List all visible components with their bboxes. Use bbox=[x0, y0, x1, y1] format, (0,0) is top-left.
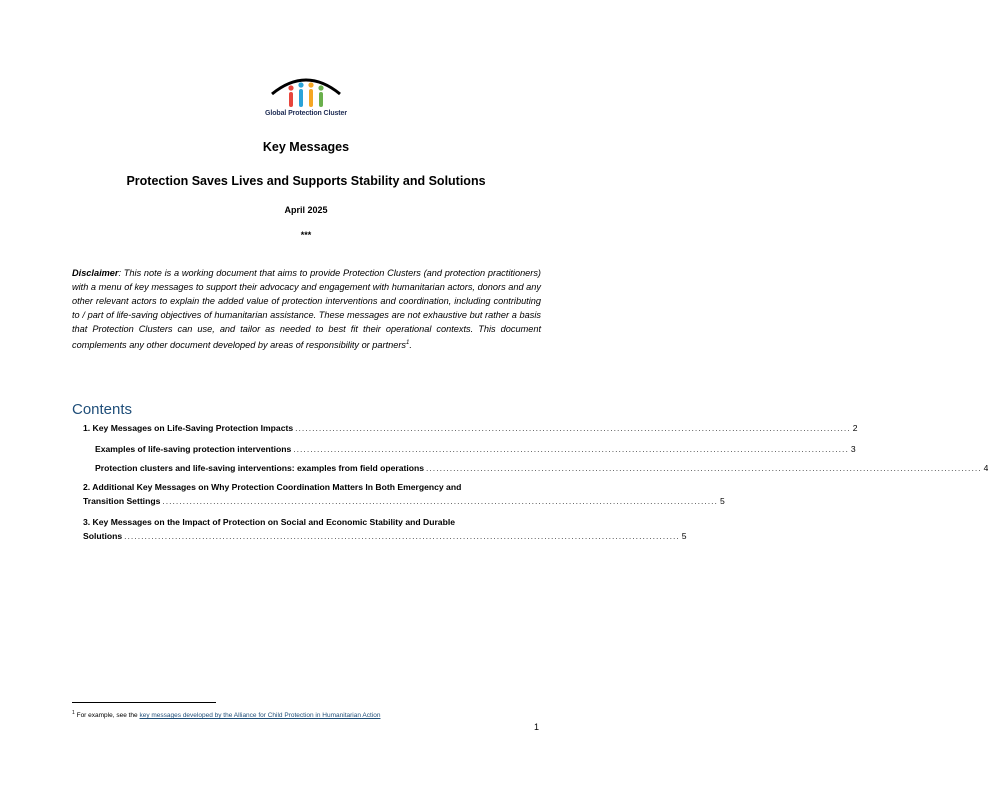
footnote bbox=[72, 710, 380, 719]
disclaimer-lead: Disclaimer bbox=[72, 268, 119, 278]
toc-entry-label[interactable]: 1. Key Messages on Life-Saving Protection Impacts bbox=[83, 423, 294, 433]
toc-entry[interactable] bbox=[95, 444, 856, 454]
logo-text: Global Protection Cluster bbox=[265, 110, 347, 117]
contents-heading: Contents bbox=[72, 401, 133, 418]
toc-entry[interactable] bbox=[83, 423, 858, 433]
document-title: Key Messages bbox=[262, 140, 350, 154]
footnote-reference[interactable]: 1 bbox=[406, 340, 410, 346]
disclaimer-end: . bbox=[409, 340, 412, 351]
toc-leader: .................................................................................................................................................................... bbox=[162, 496, 718, 506]
toc-entry-label-line1[interactable]: 3. Key Messages on the Impact of Protection on Social and Economic Stability and Durable bbox=[83, 517, 455, 527]
toc-entry-label[interactable]: Examples of life-saving protection interventions bbox=[95, 444, 292, 454]
toc-entry-label[interactable]: Transition Settings bbox=[83, 496, 161, 506]
toc-entry-label[interactable]: Solutions bbox=[83, 531, 123, 541]
toc-entry-label-line1[interactable]: 2. Additional Key Messages on Why Protection Coordination Matters In Both Emergency and bbox=[83, 482, 462, 492]
toc-entry[interactable] bbox=[83, 482, 725, 506]
disclaimer-paragraph bbox=[72, 266, 541, 352]
logo-figures-icon bbox=[258, 72, 354, 112]
global-protection-cluster-logo bbox=[258, 72, 354, 124]
disclaimer-body: : This note is a working document that aims to provide Protection Clusters (and protection practitioners) with a menu of key messages to support their advocacy and engagement with humanitarian actors, donors and any other relevant actors to explain the added value of protection interventions and coordination, including contributing to / part of life-saving objectives of humanitarian assistance. These messages are not exhaustive but rather a basis that Protection Clusters can use, and tailor as needed to best fit their operational contexts. This document complements any other document developed by areas of responsibility or partners bbox=[72, 268, 541, 351]
toc-page-number[interactable]: 5 bbox=[681, 531, 687, 541]
toc-page-number[interactable]: 3 bbox=[850, 444, 856, 454]
toc-page-number[interactable]: 5 bbox=[719, 496, 725, 506]
footnote-divider bbox=[72, 702, 216, 703]
footnote-prefix: For example, see the bbox=[76, 712, 140, 720]
footnote-link[interactable]: key messages developed by the Alliance for Child Protection in Humanitarian Action bbox=[139, 712, 381, 720]
page-number: 1 bbox=[534, 722, 540, 732]
toc-leader: .................................................................................................................................................................... bbox=[295, 423, 851, 433]
toc-leader: .................................................................................................................................................................... bbox=[293, 444, 849, 454]
toc-entry-label[interactable]: Protection clusters and life-saving interventions: examples from field operations bbox=[95, 463, 425, 473]
toc-page-number[interactable]: 2 bbox=[852, 423, 858, 433]
toc-entry[interactable] bbox=[95, 463, 988, 473]
toc-leader: .................................................................................................................................................................... bbox=[124, 531, 680, 541]
footnote-number: 1 bbox=[72, 710, 75, 716]
toc-entry[interactable] bbox=[83, 517, 687, 541]
toc-page-number[interactable]: 4 bbox=[983, 463, 988, 473]
toc-leader: .................................................................................................................................................................... bbox=[426, 463, 982, 473]
document-subtitle: Protection Saves Lives and Supports Stability and Solutions bbox=[126, 174, 486, 188]
section-separator: *** bbox=[300, 230, 312, 240]
document-date: April 2025 bbox=[284, 205, 328, 215]
